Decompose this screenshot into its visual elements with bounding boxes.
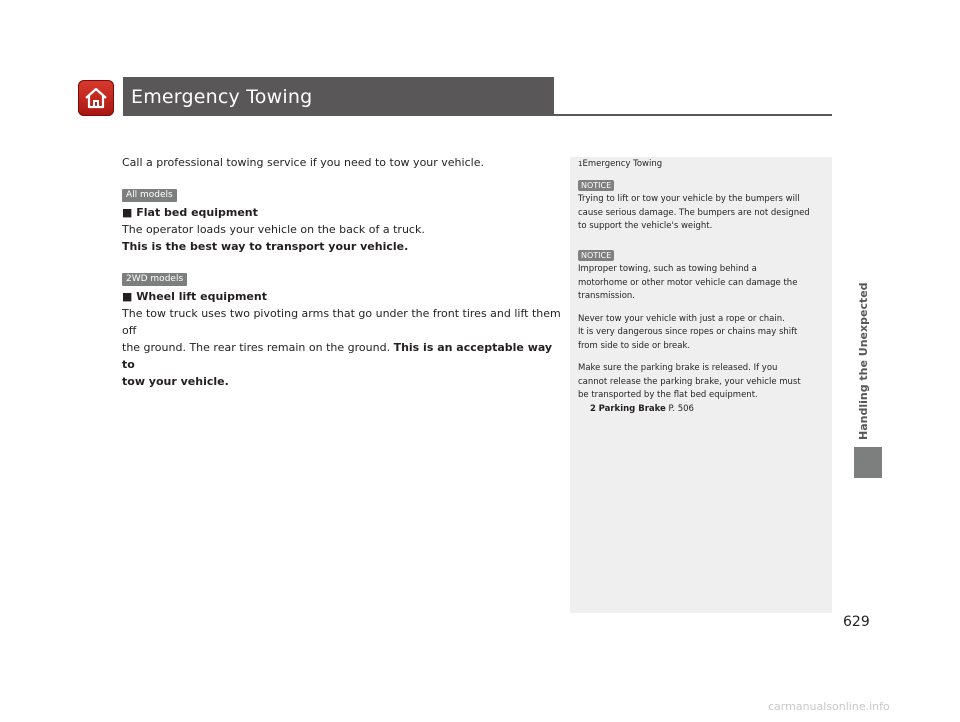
section-heading-wheel-lift: ■ Wheel lift equipment <box>122 290 267 303</box>
notes-sidebar <box>570 157 832 613</box>
section-body-flat-bed: The operator loads your vehicle on the back of a truck. <box>122 223 425 236</box>
notice-badge: NOTICE <box>578 250 614 261</box>
notice-text-1: Trying to lift or tow your vehicle by the bumpers will cause serious damage. The bumpers are not designed to support the vehicle's weight. <box>578 194 810 231</box>
page-number: 629 <box>843 614 870 630</box>
square-bullet-icon: ■ <box>122 290 137 303</box>
chapter-tab[interactable] <box>854 447 882 478</box>
section-heading-flat-bed: ■ Flat bed equipment <box>122 206 258 219</box>
parking-brake-link[interactable]: 2 Parking Brake P. 506 <box>590 403 694 414</box>
intro-text: Call a professional towing service if you need to tow your vehicle. <box>122 156 484 169</box>
cross-reference-icon: 2 <box>590 403 596 414</box>
page-title: Emergency Towing <box>131 86 313 108</box>
section-emphasis-wheel-lift: tow your vehicle. <box>122 375 229 388</box>
home-icon <box>82 84 110 112</box>
square-bullet-icon: ■ <box>122 206 137 219</box>
notice-badge: NOTICE <box>578 180 614 191</box>
page-title-bar <box>123 77 554 114</box>
chapter-tab-label: Handling the Unexpected <box>857 282 870 440</box>
watermark: carmanualsonline.info <box>768 700 890 713</box>
sidebar-paragraph-brake: Make sure the parking brake is released. If you cannot release the parking brake, your vehicle must be transported by the flat bed equipment. <box>578 363 801 400</box>
title-divider <box>123 114 832 116</box>
model-badge-all: All models <box>122 189 177 202</box>
sidebar-paragraph-rope: Never tow your vehicle with just a rope or chain. It is very dangerous since ropes or chains may shift from side to side or break. <box>578 313 798 351</box>
main-content <box>122 154 562 390</box>
reference-arrow-icon: 1 <box>578 160 583 168</box>
section-body-wheel-lift-1: The tow truck uses two pivoting arms that go under the front tires and lift them off <box>122 307 561 337</box>
section-emphasis-flat-bed: This is the best way to transport your vehicle. <box>122 240 409 253</box>
home-button[interactable] <box>78 80 114 116</box>
notice-text-2: Improper towing, such as towing behind a motorhome or other motor vehicle can damage the transmission. <box>578 264 798 301</box>
model-badge-2wd: 2WD models <box>122 273 187 286</box>
section-body-wheel-lift-2: the ground. The rear tires remain on the ground. This is an acceptable way to <box>122 341 553 371</box>
sidebar-title: 1Emergency Towing <box>578 159 663 169</box>
